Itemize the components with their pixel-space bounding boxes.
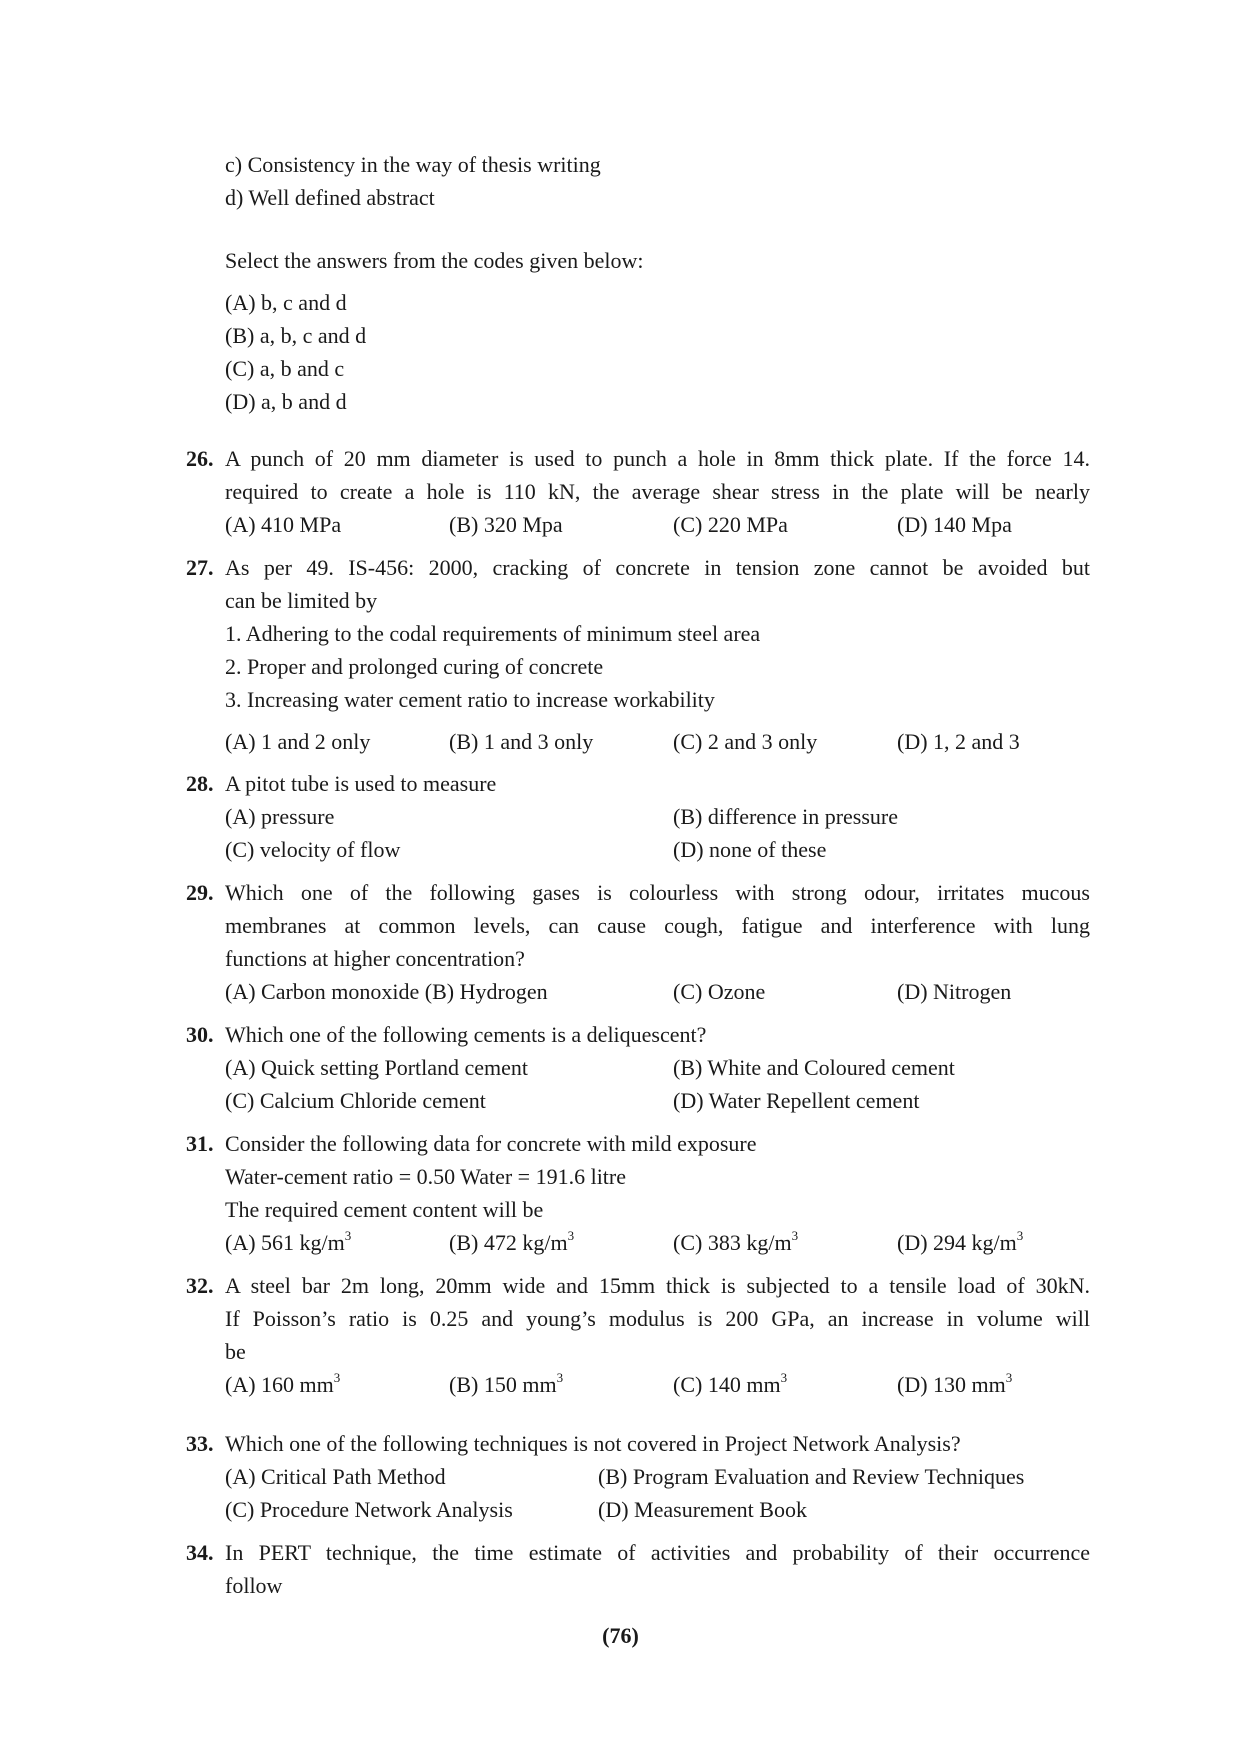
question-text: required to create a hole is 110 kN, the average shear stress in the plate will be nearly [225,479,1090,504]
option-b: (B) difference in pressure [673,804,898,829]
option-a: (A) Quick setting Portland cement [225,1055,529,1080]
question-text: In PERT technique, the time estimate of activities and probability of their occurrence [225,1540,1090,1565]
question-text: Consider the following data for concrete with mild exposure [225,1131,757,1156]
question-text: If Poisson’s ratio is 0.25 and young’s modulus is 200 GPa, an increase in volume will [225,1306,1090,1331]
item-c: c) Consistency in the way of thesis writing [225,152,601,177]
question-text: can be limited by [225,588,378,613]
option-b: (B) 320 Mpa [449,512,563,537]
option-c: (C) 383 $kg/m^3$ [673,1227,799,1255]
option-a: (A) Critical Path Method [225,1464,446,1489]
option-c: (C) velocity of flow [225,837,401,862]
option-d: (D) 130 $mm^3$ [897,1369,1013,1397]
option-d: (D) Measurement Book [598,1497,807,1522]
question-number: 26. [186,446,214,471]
option-a: (A) 410 MPa [225,512,342,537]
option-d: (D) Nitrogen [897,979,1012,1004]
option-d: (D) a, b and d [225,389,347,414]
question-text: Which one of the following techniques is not covered in Project Network Analysis? [225,1431,961,1456]
option-c: (C) a, b and c [225,356,345,381]
select-instruction: Select the answers from the codes given below: [225,248,644,273]
question-number: 31. [186,1131,214,1156]
question-text: A pitot tube is used to measure [225,771,497,796]
option-c: (C) Ozone [673,979,766,1004]
option-b: (B) 1 and 3 only [449,729,594,754]
question-text: As per 49. IS-456: 2000, cracking of concrete in tension zone cannot be avoided but [225,555,1090,580]
page-number: (76) [602,1623,639,1648]
question-number: 28. [186,771,214,796]
question-number: 33. [186,1431,214,1456]
question-number: 32. [186,1273,214,1298]
option-b: (B) White and Coloured cement [673,1055,955,1080]
option-a: (A) 1 and 2 only [225,729,371,754]
question-text: be [225,1339,246,1364]
option-d: (D) 294 $kg/m^3$ [897,1227,1024,1255]
question-text: follow [225,1573,283,1598]
option-a: (A) 160 $mm^3$ [225,1369,341,1397]
option-c: (C) 220 MPa [673,512,788,537]
statement-1: 1. Adhering to the codal requirements of minimum steel area [225,621,761,646]
question-number: 34. [186,1540,214,1565]
item-d: d) Well defined abstract [225,185,435,210]
option-a: (A) 561 $kg/m^3$ [225,1227,352,1255]
option-d: (D) 140 Mpa [897,512,1012,537]
option-a: (A) pressure [225,804,335,829]
option-d: (D) 1, 2 and 3 [897,729,1020,754]
question-text: The required cement content will be [225,1197,544,1222]
question-text: Which one of the following cements is a deliquescent? [225,1022,707,1047]
option-d: (D) none of these [673,837,827,862]
option-c: (C) 140 $mm^3$ [673,1369,788,1397]
option-b: (B) Program Evaluation and Review Techniques [598,1464,1025,1489]
option-b: (B) 150 $mm^3$ [449,1369,564,1397]
option-a-b: (A) Carbon monoxide (B) Hydrogen [225,979,548,1004]
question-number: 27. [186,555,214,580]
question-text: functions at higher concentration? [225,946,525,971]
option-c: (C) 2 and 3 only [673,729,818,754]
question-text: A punch of 20 mm diameter is used to punch a hole in 8mm thick plate. If the force 14. [225,446,1090,471]
option-d: (D) Water Repellent cement [673,1088,920,1113]
question-number: 29. [186,880,214,905]
question-text: Which one of the following gases is colourless with strong odour, irritates mucous [225,880,1090,905]
question-text: Water-cement ratio = 0.50 Water = 191.6 litre [225,1164,627,1189]
option-c: (C) Calcium Chloride cement [225,1088,486,1113]
option-a: (A) b, c and d [225,290,347,315]
option-b: (B) 472 $kg/m^3$ [449,1227,575,1255]
question-text: membranes at common levels, can cause cough, fatigue and interference with lung [225,913,1090,938]
statement-3: 3. Increasing water cement ratio to increase workability [225,687,715,712]
option-b: (B) a, b, c and d [225,323,367,348]
option-c: (C) Procedure Network Analysis [225,1497,513,1522]
question-text: A steel bar 2m long, 20mm wide and 15mm thick is subjected to a tensile load of 30kN. [225,1273,1090,1298]
statement-2: 2. Proper and prolonged curing of concrete [225,654,604,679]
question-number: 30. [186,1022,214,1047]
